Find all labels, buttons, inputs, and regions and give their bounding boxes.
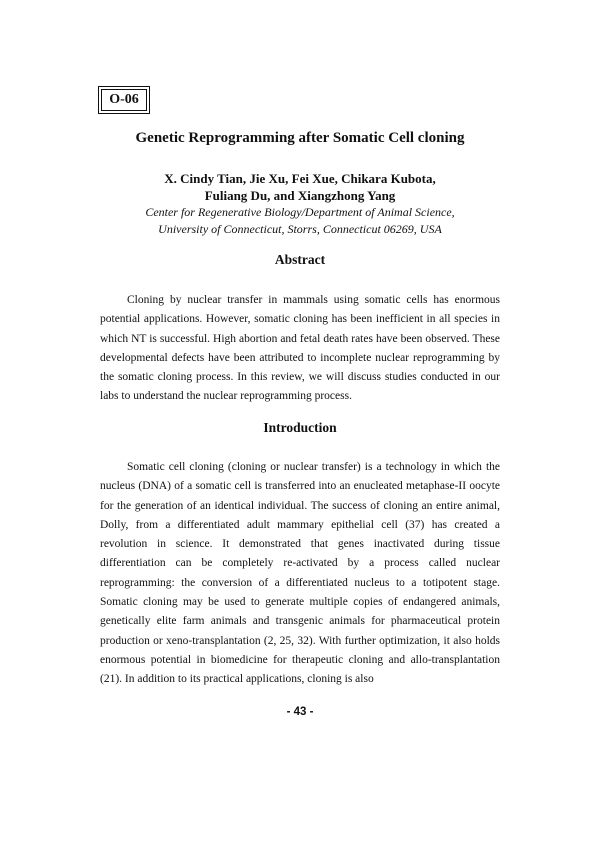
abstract-paragraph: Cloning by nuclear transfer in mammals using somatic cells has enormous potential applications. However, somatic cloning has been inefficient in all species in which NT is successful. High abortion and fetal death rates have been observed. These developmental defects have been attributed to incomplete nuclear reprogramming by the somatic cloning process. In this review, we will discuss studies conducted in our labs to understand the nuclear reprogramming process. xyxy=(100,294,500,403)
authors-line-1: X. Cindy Tian, Jie Xu, Fei Xue, Chikara Kubota, xyxy=(164,171,436,186)
abstract-heading: Abstract xyxy=(274,252,326,267)
affiliation xyxy=(0,204,600,238)
paper-title: Genetic Reprogramming after Somatic Cell cloning xyxy=(135,130,465,146)
introduction-paragraph: Somatic cell cloning (cloning or nuclear transfer) is a technology in which the nucleus (DNA) of a somatic cell is transferred into an enucleated metaphase-II oocyte for the generation of an identical individual. The success of cloning an entire animal, Dolly, from a differentiated adult mammary epithelial cell (37) has created a revolution in science. It demonstrated that genes inactivated during tissue differentiation can be completely re-activated by a process called nuclear reprogramming: the conversion of a differentiated nucleus to a totipotent stage. Somatic cloning may be used to generate multiple copies of endangered animals, genetically elite farm animals and transgenic animals for pharmaceutical protein production or xeno-transplantation (2, 25, 32). With further optimization, it also holds enormous potential in biomedicine for therapeutic cloning and allo-transplantation (21). In addition to its practical applications, cloning is also xyxy=(100,461,500,686)
author-list xyxy=(0,170,600,204)
authors-line-2: Fuliang Du, and Xiangzhong Yang xyxy=(204,188,396,203)
introduction-heading: Introduction xyxy=(263,420,337,435)
affiliation-line-1: Center for Regenerative Biology/Department of Animal Science, xyxy=(145,205,455,219)
abstract-code-box: O-06 xyxy=(101,89,147,111)
page-number: - 43 - xyxy=(286,706,314,718)
affiliation-line-2: University of Connecticut, Storrs, Connecticut 06269, USA xyxy=(158,222,442,236)
